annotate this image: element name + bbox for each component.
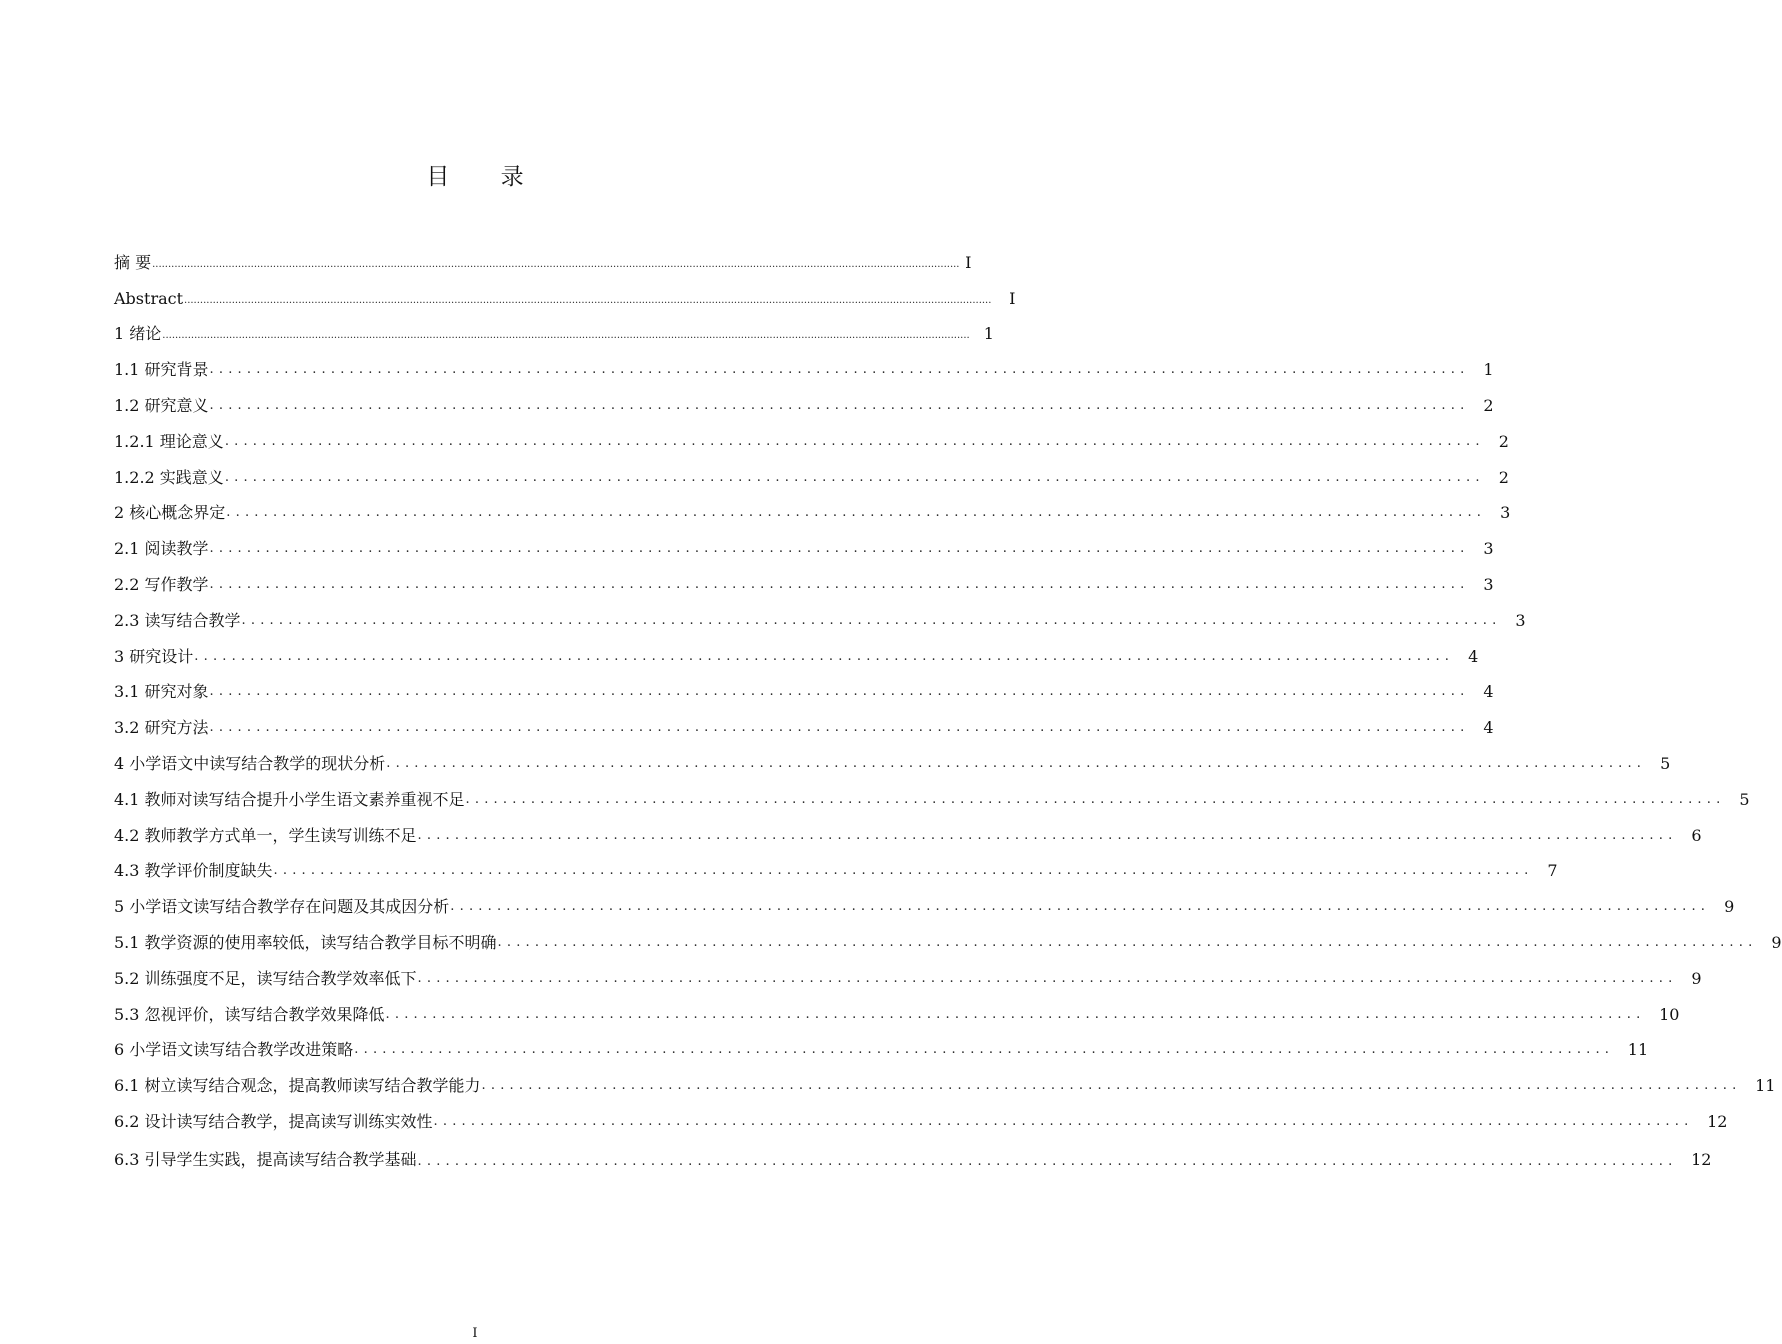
- toc-entry-label: 5.2 训练强度不足，读写结合教学效率低下: [114, 968, 417, 988]
- toc-entry[interactable]: [114, 639, 1479, 675]
- toc-leader: .......................................................................................................................................: [194, 648, 1455, 664]
- toc-entry-label: 2.2 写作教学: [114, 575, 209, 595]
- toc-entry-page: I: [1009, 288, 1016, 308]
- toc-entry-page: 4: [1483, 682, 1494, 702]
- toc-entry[interactable]: [114, 245, 972, 281]
- toc-entry[interactable]: [114, 746, 1671, 782]
- toc-entry-page: 12: [1691, 1149, 1712, 1169]
- toc-leader: .......................................................................................................................................: [417, 827, 1678, 843]
- toc-entry[interactable]: [114, 675, 1494, 711]
- toc-entry[interactable]: [114, 782, 1750, 818]
- toc-entry-page: 9: [1724, 897, 1735, 917]
- toc-entry[interactable]: [114, 1140, 1712, 1180]
- toc-entry-label: 1.1 研究背景: [114, 360, 209, 380]
- toc-entry[interactable]: [114, 710, 1494, 746]
- toc-leader: .......................................................................................................................................: [209, 397, 1470, 413]
- toc-leader: .......................................................................................................................................: [465, 791, 1726, 807]
- toc-leader: .......................................................................................................................................: [224, 433, 1485, 449]
- toc-entry-label: 6.3 引导学生实践，提高读写结合教学基础: [114, 1149, 417, 1169]
- toc-entry-page: I: [965, 252, 972, 272]
- toc-entry[interactable]: [114, 531, 1494, 567]
- table-of-contents: [114, 245, 1782, 1180]
- toc-entry-page: 2: [1498, 431, 1509, 451]
- toc-leader: .......................................................................................................................................: [354, 1042, 1615, 1058]
- toc-leader: .......................................................................................................................................: [481, 1078, 1742, 1094]
- toc-leader: .......................................................................................................................................: [209, 362, 1470, 378]
- toc-entry[interactable]: [114, 818, 1702, 854]
- toc-entry-label: 5 小学语文读写结合教学存在问题及其成因分析: [114, 897, 450, 917]
- toc-entry-label: 1 绪论: [114, 324, 162, 344]
- toc-leader: .......................................................................................................................................: [209, 541, 1470, 557]
- toc-entry-page: 4: [1468, 646, 1479, 666]
- toc-entry-label: 5.1 教学资源的使用率较低，读写结合教学目标不明确: [114, 933, 497, 953]
- toc-entry[interactable]: [114, 961, 1702, 997]
- toc-entry[interactable]: [114, 424, 1509, 460]
- toc-leader: .......................................................................................................................................: [241, 612, 1502, 628]
- toc-title: 目 录: [426, 164, 546, 190]
- toc-leader: ..............................................................................................................................................................................................................................................................: [162, 330, 970, 342]
- toc-entry-page: 1: [983, 324, 994, 344]
- toc-entry-label: 1.2.2 实践意义: [114, 467, 224, 487]
- toc-entry-label: 5.3 忽视评价，读写结合教学效果降低: [114, 1004, 385, 1024]
- toc-entry-label: 摘 要: [114, 252, 152, 272]
- toc-entry-label: 3 研究设计: [114, 646, 194, 666]
- toc-entry[interactable]: [114, 1033, 1649, 1069]
- toc-entry-page: 11: [1627, 1040, 1649, 1060]
- toc-entry-page: 2: [1498, 467, 1509, 487]
- toc-leader: .......................................................................................................................................: [226, 505, 1487, 521]
- toc-entry-page: 12: [1707, 1112, 1728, 1132]
- toc-entry-label: 1.2.1 理论意义: [114, 431, 224, 451]
- toc-entry-page: 3: [1483, 575, 1494, 595]
- toc-entry-page: 5: [1739, 789, 1750, 809]
- toc-leader: .......................................................................................................................................: [209, 576, 1470, 592]
- toc-entry-label: 3.2 研究方法: [114, 718, 209, 738]
- toc-entry[interactable]: [114, 603, 1526, 639]
- toc-entry-label: 2.3 读写结合教学: [114, 610, 241, 630]
- toc-entry-page: 10: [1659, 1004, 1680, 1024]
- toc-entry[interactable]: [114, 460, 1509, 496]
- toc-leader: .......................................................................................................................................: [209, 720, 1470, 736]
- toc-entry-page: 6: [1691, 825, 1702, 845]
- toc-entry-label: 4.1 教师对读写结合提升小学生语文素养重视不足: [114, 789, 465, 809]
- toc-entry[interactable]: [114, 925, 1782, 961]
- toc-entry-label: 2.1 阅读教学: [114, 539, 209, 559]
- toc-entry-page: 1: [1483, 360, 1494, 380]
- toc-entry-page: 11: [1755, 1076, 1776, 1096]
- toc-entry-label: 2 核心概念界定: [114, 503, 226, 523]
- toc-entry[interactable]: [114, 496, 1511, 532]
- toc-entry-label: 4.2 教师教学方式单一，学生读写训练不足: [114, 825, 417, 845]
- toc-entry[interactable]: [114, 1104, 1728, 1140]
- toc-leader: .......................................................................................................................................: [385, 1006, 1646, 1022]
- toc-entry-page: 4: [1483, 718, 1494, 738]
- toc-entry-label: 6.2 设计读写结合教学，提高读写训练实效性: [114, 1112, 433, 1132]
- toc-entry-page: 9: [1771, 933, 1782, 953]
- toc-entry[interactable]: [114, 854, 1558, 890]
- toc-entry-page: 3: [1515, 610, 1526, 630]
- toc-entry-label: 6 小学语文读写结合教学改进策略: [114, 1040, 354, 1060]
- toc-entry-page: 3: [1483, 539, 1494, 559]
- toc-leader: .......................................................................................................................................: [209, 684, 1470, 700]
- toc-entry-page: 2: [1483, 396, 1494, 416]
- toc-leader: ..............................................................................................................................................................................................................................................................: [184, 294, 992, 306]
- page-number-footer: I: [472, 1326, 478, 1341]
- toc-entry-page: 9: [1691, 968, 1702, 988]
- toc-leader: .......................................................................................................................................: [273, 863, 1534, 879]
- toc-entry-page: 7: [1547, 861, 1558, 881]
- toc-entry[interactable]: [114, 1068, 1776, 1104]
- toc-entry-label: 1.2 研究意义: [114, 396, 209, 416]
- toc-entry-label: 4 小学语文中读写结合教学的现状分析: [114, 754, 386, 774]
- toc-leader: .......................................................................................................................................: [450, 899, 1711, 915]
- toc-entry-page: 5: [1660, 754, 1671, 774]
- toc-entry[interactable]: [114, 281, 1016, 317]
- toc-entry[interactable]: [114, 388, 1494, 424]
- toc-entry-label: 3.1 研究对象: [114, 682, 209, 702]
- toc-entry[interactable]: [114, 317, 994, 353]
- toc-leader: .......................................................................................................................................: [386, 755, 1647, 771]
- toc-leader: ..............................................................................................................................................................................................................................................................: [152, 258, 960, 270]
- toc-leader: .......................................................................................................................................: [417, 1153, 1678, 1169]
- toc-entry-page: 3: [1500, 503, 1511, 523]
- toc-leader: .......................................................................................................................................: [417, 970, 1678, 986]
- toc-entry-label: 6.1 树立读写结合观念，提高教师读写结合教学能力: [114, 1076, 481, 1096]
- toc-entry[interactable]: [114, 889, 1735, 925]
- toc-entry[interactable]: [114, 997, 1680, 1033]
- toc-entry-label: Abstract: [114, 288, 184, 308]
- toc-entry[interactable]: [114, 352, 1494, 388]
- toc-leader: .......................................................................................................................................: [224, 469, 1485, 485]
- toc-leader: .......................................................................................................................................: [433, 1113, 1694, 1129]
- toc-entry[interactable]: [114, 567, 1494, 603]
- toc-entry-label: 4.3 教学评价制度缺失: [114, 861, 273, 881]
- toc-leader: .......................................................................................................................................: [497, 934, 1758, 950]
